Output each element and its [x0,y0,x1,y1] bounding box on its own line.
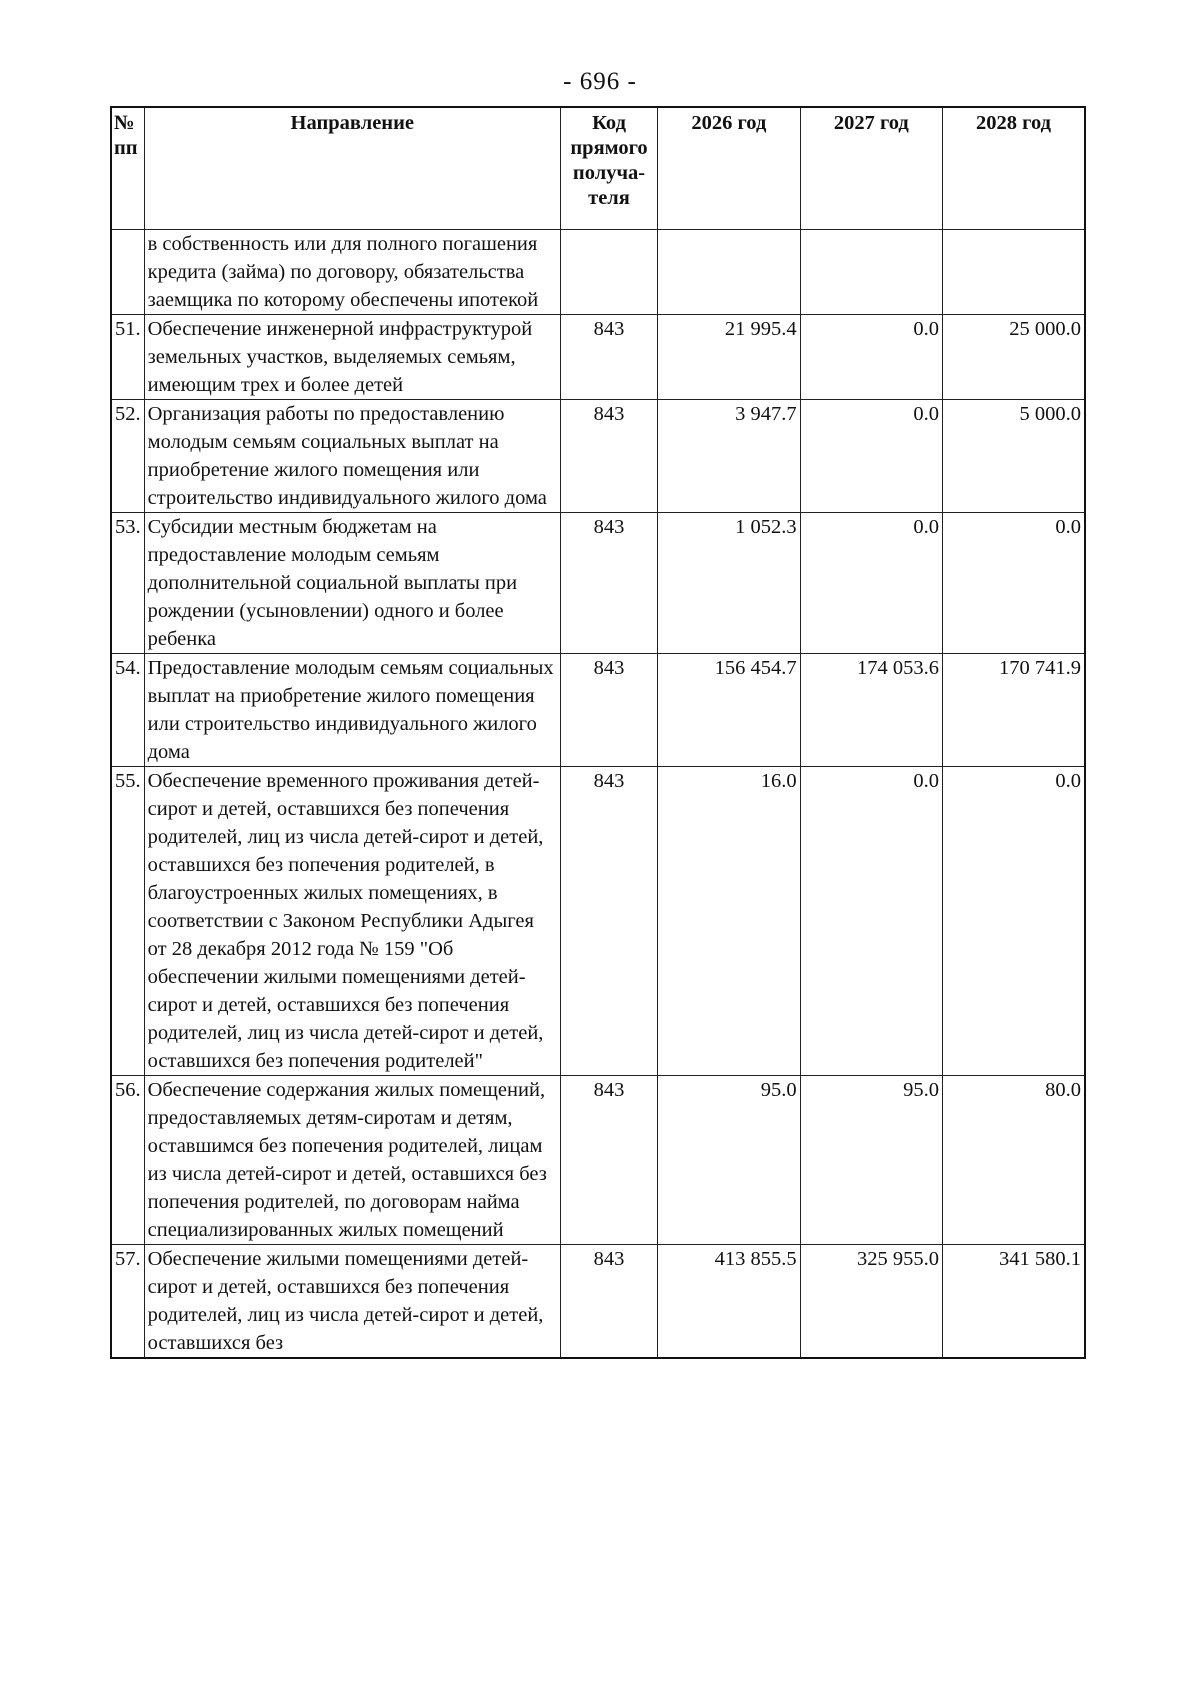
header-number: № пп [111,107,144,230]
table-row [111,315,1085,400]
table-row [111,1245,1085,1359]
row-number: 57. [111,1245,144,1359]
table-row [111,400,1085,513]
row-value-2028: 0.0 [943,767,1085,1076]
table-row [111,513,1085,654]
row-direction: Субсидии местным бюджетам на предоставление молодым семьям дополнительной социальной выплаты при рождении (усыновлении) одного и более ребенка [144,513,560,654]
row-value-2027: 325 955.0 [800,1245,942,1359]
table-body [111,230,1085,1359]
row-value-2026: 3 947.7 [658,400,800,513]
row-code: 843 [560,767,657,1076]
row-direction: Обеспечение временного проживания детей-сирот и детей, оставшихся без попечения родителей, лиц из числа детей-сирот и детей, оставшихся без попечения родителей, в благоустроенных жилых помещениях, в соответствии с Законом Республики Адыгея от 28 декабря 2012 года № 159 "Об обеспечении жилыми помещениями детей-сирот и детей, оставшихся без попечения родителей, лиц из числа детей-сирот и детей, оставшихся без попечения родителей" [144,767,560,1076]
header-year-2028: 2028 год [943,107,1085,230]
row-value-2026: 413 855.5 [658,1245,800,1359]
row-number: 51. [111,315,144,400]
row-number: 56. [111,1076,144,1245]
row-code [560,230,657,315]
row-number: 52. [111,400,144,513]
row-value-2027: 0.0 [800,767,942,1076]
header-row [111,107,1085,230]
table-header [111,107,1085,230]
row-number: 54. [111,654,144,767]
row-code: 843 [560,513,657,654]
row-value-2027: 0.0 [800,400,942,513]
row-number [111,230,144,315]
row-value-2026: 21 995.4 [658,315,800,400]
row-value-2028: 170 741.9 [943,654,1085,767]
row-value-2026: 16.0 [658,767,800,1076]
page-number: - 696 - [563,68,637,95]
budget-table [110,106,1086,1359]
row-value-2027: 0.0 [800,513,942,654]
row-code: 843 [560,400,657,513]
row-code: 843 [560,1245,657,1359]
row-number: 55. [111,767,144,1076]
row-value-2028: 80.0 [943,1076,1085,1245]
row-direction: Обеспечение содержания жилых помещений, предоставляемых детям-сиротам и детям, оставшимся без попечения родителей, лицам из числа детей-сирот и детей, оставшихся без попечения родителей, по договорам найма специализированных жилых помещений [144,1076,560,1245]
header-year-2027: 2027 год [800,107,942,230]
header-direction: Направление [144,107,560,230]
row-value-2028 [943,230,1085,315]
row-value-2028: 0.0 [943,513,1085,654]
row-value-2027: 95.0 [800,1076,942,1245]
header-year-2026: 2026 год [658,107,800,230]
row-code: 843 [560,1076,657,1245]
row-direction: Предоставление молодым семьям социальных выплат на приобретение жилого помещения или строительство индивидуального жилого дома [144,654,560,767]
row-value-2028: 5 000.0 [943,400,1085,513]
row-direction: Организация работы по предоставлению молодым семьям социальных выплат на приобретение жилого помещения или строительство индивидуального жилого дома [144,400,560,513]
row-value-2027: 0.0 [800,315,942,400]
row-value-2026 [658,230,800,315]
row-direction: в собственность или для полного погашения кредита (займа) по договору, обязательства заемщика по которому обеспечены ипотекой [144,230,560,315]
row-value-2028: 341 580.1 [943,1245,1085,1359]
table-row [111,230,1085,315]
row-number: 53. [111,513,144,654]
row-value-2027: 174 053.6 [800,654,942,767]
row-value-2026: 1 052.3 [658,513,800,654]
table-row [111,1076,1085,1245]
row-value-2028: 25 000.0 [943,315,1085,400]
header-recipient-code: Код прямого получа-теля [560,107,657,230]
row-value-2026: 95.0 [658,1076,800,1245]
row-code: 843 [560,654,657,767]
row-value-2026: 156 454.7 [658,654,800,767]
table-row [111,654,1085,767]
row-direction: Обеспечение инженерной инфраструктурой земельных участков, выделяемых семьям, имеющим трех и более детей [144,315,560,400]
row-value-2027 [800,230,942,315]
table-row [111,767,1085,1076]
row-code: 843 [560,315,657,400]
row-direction: Обеспечение жилыми помещениями детей-сирот и детей, оставшихся без попечения родителей, лиц из числа детей-сирот и детей, оставшихся без [144,1245,560,1359]
